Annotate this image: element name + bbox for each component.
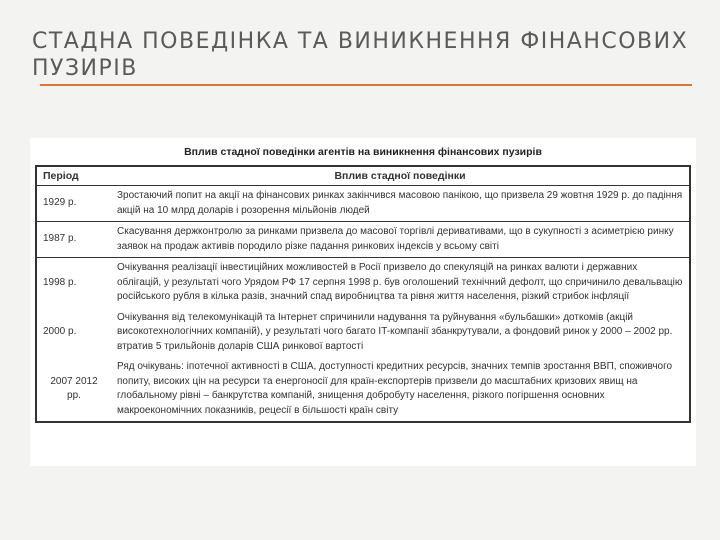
title-divider bbox=[40, 84, 692, 86]
header-impact: Вплив стадної поведінки bbox=[111, 166, 690, 186]
row-period: 1998 р. bbox=[43, 276, 77, 288]
row-text: Очікування від телекомунікацій та Інтернет спричинили надування та руйнування «бульбашки» доткомів (акцій високотехнологічних компаній), у результаті чого багато IT-компанії збанкрутували, а фондовий ринок у 2000 – 2002 рр. втратив 5 трильйонів доларів США ринкової вартості bbox=[117, 311, 673, 352]
row-text: Зростаючий попит на акції на фінансових ринках закінчився масовою панікою, що призвела 29 жовтня 1929 р. до падіння акцій на 10 млрд доларів і розорення мільйонів людей bbox=[111, 186, 690, 222]
bubbles-table bbox=[35, 165, 691, 423]
table-row bbox=[36, 258, 690, 308]
row-text: Очікування реалізації інвестиційних можливостей в Росії призвело до спекуляцій на ринках валюти і державних облігацій, у результаті чого Урядом РФ 17 серпня 1998 р. був оголошений технічний дефолт, що спричинило девальвацію російського рубля в кілька разів, значний спад виробництва та рівня життя населення, різкий стрибок інфляції bbox=[117, 262, 683, 302]
table-caption: Вплив стадної поведінки агентів на виникнення фінансових пузирів bbox=[184, 146, 542, 158]
table-row bbox=[36, 357, 690, 422]
row-period: 1987 р. bbox=[36, 222, 111, 258]
table-figure bbox=[30, 138, 696, 466]
row-period: 2000 р. bbox=[43, 326, 77, 337]
table-row bbox=[36, 222, 690, 258]
table-row bbox=[36, 186, 690, 222]
slide-title: СТАДНА ПОВЕДІНКА ТА ВИНИКНЕННЯ ФІНАНСОВИХ ПУЗИРІВ bbox=[32, 29, 689, 81]
table-row bbox=[36, 308, 690, 358]
row-period: 1929 р. bbox=[36, 186, 111, 222]
header-period: Період bbox=[36, 166, 111, 186]
row-text: Скасування держконтролю за ринками призвела до масової торгівлі деривативами, що в сукупності з асиметрією ринку заявок на продаж активів породило різке падання ринкових індексів у всьому світі bbox=[111, 222, 690, 258]
row-text: Ряд очікувань: іпотечної активності в США, доступності кредитних ресурсів, значних темпів зростання ВВП, споживчого попиту, високих цін на ресурси та енергоносії для країн-експортерів призвели до масштабних кризових явищ на глобальному рівні – банкрутства компаній, знищення добробуту населення, різкого погіршення основних макроекономічних показників, рецесії в більшості країн світу bbox=[117, 361, 673, 416]
row-period: 2007 2012 рр. bbox=[50, 375, 98, 401]
